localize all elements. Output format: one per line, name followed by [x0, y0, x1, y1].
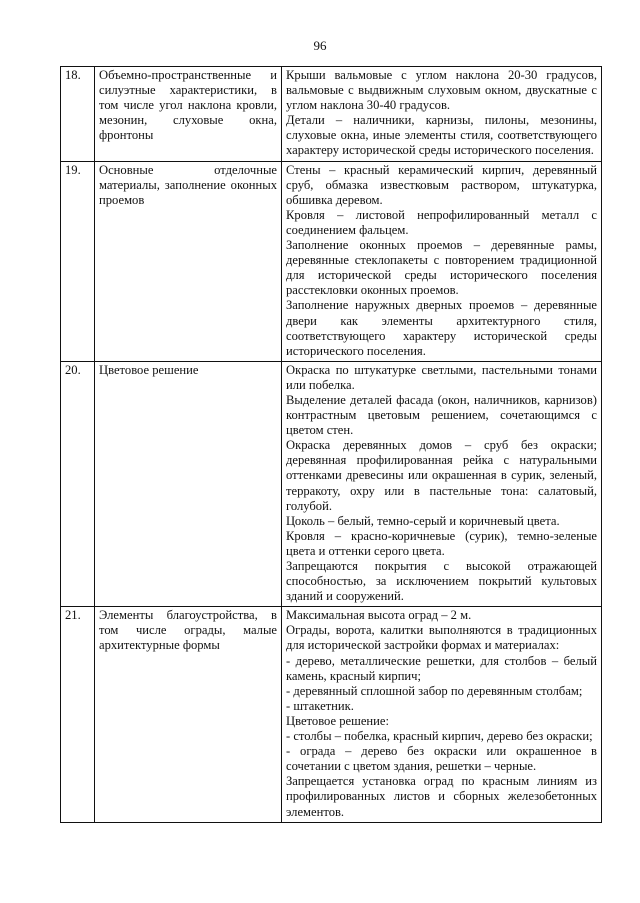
requirement-paragraph: Максимальная высота оград – 2 м.	[286, 608, 472, 623]
requirement-paragraph: - столбы – побелка, красный кирпич, дерево без окраски;	[286, 729, 593, 744]
page-number: 96	[313, 38, 327, 53]
table-row	[61, 67, 602, 162]
requirements-cell	[282, 161, 602, 361]
row-number-cell: 20.	[61, 361, 95, 607]
requirement-paragraph: Окраска деревянных домов – сруб без окраски; деревянная профилированная рейка с натуральными оттенками древесины или окрашенная в сурик, зеленый, терракоту, охру или в пастельные тона: салатовый, голубой.	[286, 438, 597, 513]
requirement-paragraph: Запрещаются покрытия с высокой отражающей способностью, за исключением покрытий культовых зданий и сооружений.	[286, 559, 597, 604]
table-row	[61, 361, 602, 607]
requirement-paragraph: - дерево, металлические решетки, для столбов – белый камень, красный кирпич;	[286, 653, 597, 683]
row-number-cell: 21.	[61, 607, 95, 822]
feature-cell: Объемно-пространственные и силуэтные характеристики, в том числе угол наклона кровли, мезонин, слуховые окна, фронтоны	[95, 67, 282, 162]
requirement-paragraph: Кровля – листовой непрофилированный металл с соединением фальцем.	[286, 207, 597, 237]
requirement-paragraph: - деревянный сплошной забор по деревянным столбам;	[286, 683, 583, 698]
feature-cell: Цветовое решение	[95, 361, 282, 607]
requirement-paragraph: Детали – наличники, карнизы, пилоны, мезонины, слуховые окна, иные элементы стиля, соответствующего характеру исторической среды исторического поселения.	[286, 113, 597, 158]
feature-cell: Элементы благоустройства, в том числе ограды, малые архитектурные формы	[95, 607, 282, 822]
requirement-paragraph: Цоколь – белый, темно-серый и коричневый цвета.	[286, 513, 560, 528]
requirement-paragraph: Запрещается установка оград по красным линиям из профилированных листов и сборных железобетонных элементов.	[286, 774, 597, 819]
requirement-paragraph: Стены – красный керамический кирпич, деревянный сруб, обмазка известковым раствором, штукатурка, обшивка деревом.	[286, 162, 597, 207]
requirement-paragraph: - штакетник.	[286, 698, 354, 713]
requirement-paragraph: Заполнение наружных дверных проемов – деревянные двери как элементы архитектурного стиля, соответствующего характеру исторической среды исторического поселения.	[286, 298, 597, 358]
requirement-paragraph: Окраска по штукатурке светлыми, пастельными тонами или побелка.	[286, 362, 597, 392]
requirements-table	[60, 66, 602, 823]
requirement-paragraph: Кровля – красно-коричневые (сурик), темно-зеленые цвета и оттенки серого цвета.	[286, 528, 597, 558]
requirement-paragraph: - ограда – дерево без окраски или окрашенное в сочетании с цветом здания, решетки – черные.	[286, 744, 597, 774]
requirement-paragraph: Крыши вальмовые с углом наклона 20-30 градусов, вальмовые с выдвижным слуховым окном, двускатные с углом наклона 30-40 градусов.	[286, 68, 597, 113]
row-number-cell: 18.	[61, 67, 95, 162]
requirements-cell	[282, 361, 602, 607]
feature-cell: Основные отделочные материалы, заполнение оконных проемов	[95, 161, 282, 361]
table-row	[61, 607, 602, 822]
row-number-cell: 19.	[61, 161, 95, 361]
table-row	[61, 161, 602, 361]
requirements-cell	[282, 67, 602, 162]
requirements-cell	[282, 607, 602, 822]
requirement-paragraph: Выделение деталей фасада (окон, наличников, карнизов) контрастным цветовым решением, сочетающимся с цветом стен.	[286, 392, 597, 438]
requirement-paragraph: Ограды, ворота, калитки выполняются в традиционных для исторической застройки формах и материалах:	[286, 623, 597, 653]
requirement-paragraph: Заполнение оконных проемов – деревянные рамы, деревянные стеклопакеты с повторением традиционной для исторической среды исторического поселения расстекловки оконных проемов.	[286, 238, 597, 298]
requirement-paragraph: Цветовое решение:	[286, 713, 389, 728]
